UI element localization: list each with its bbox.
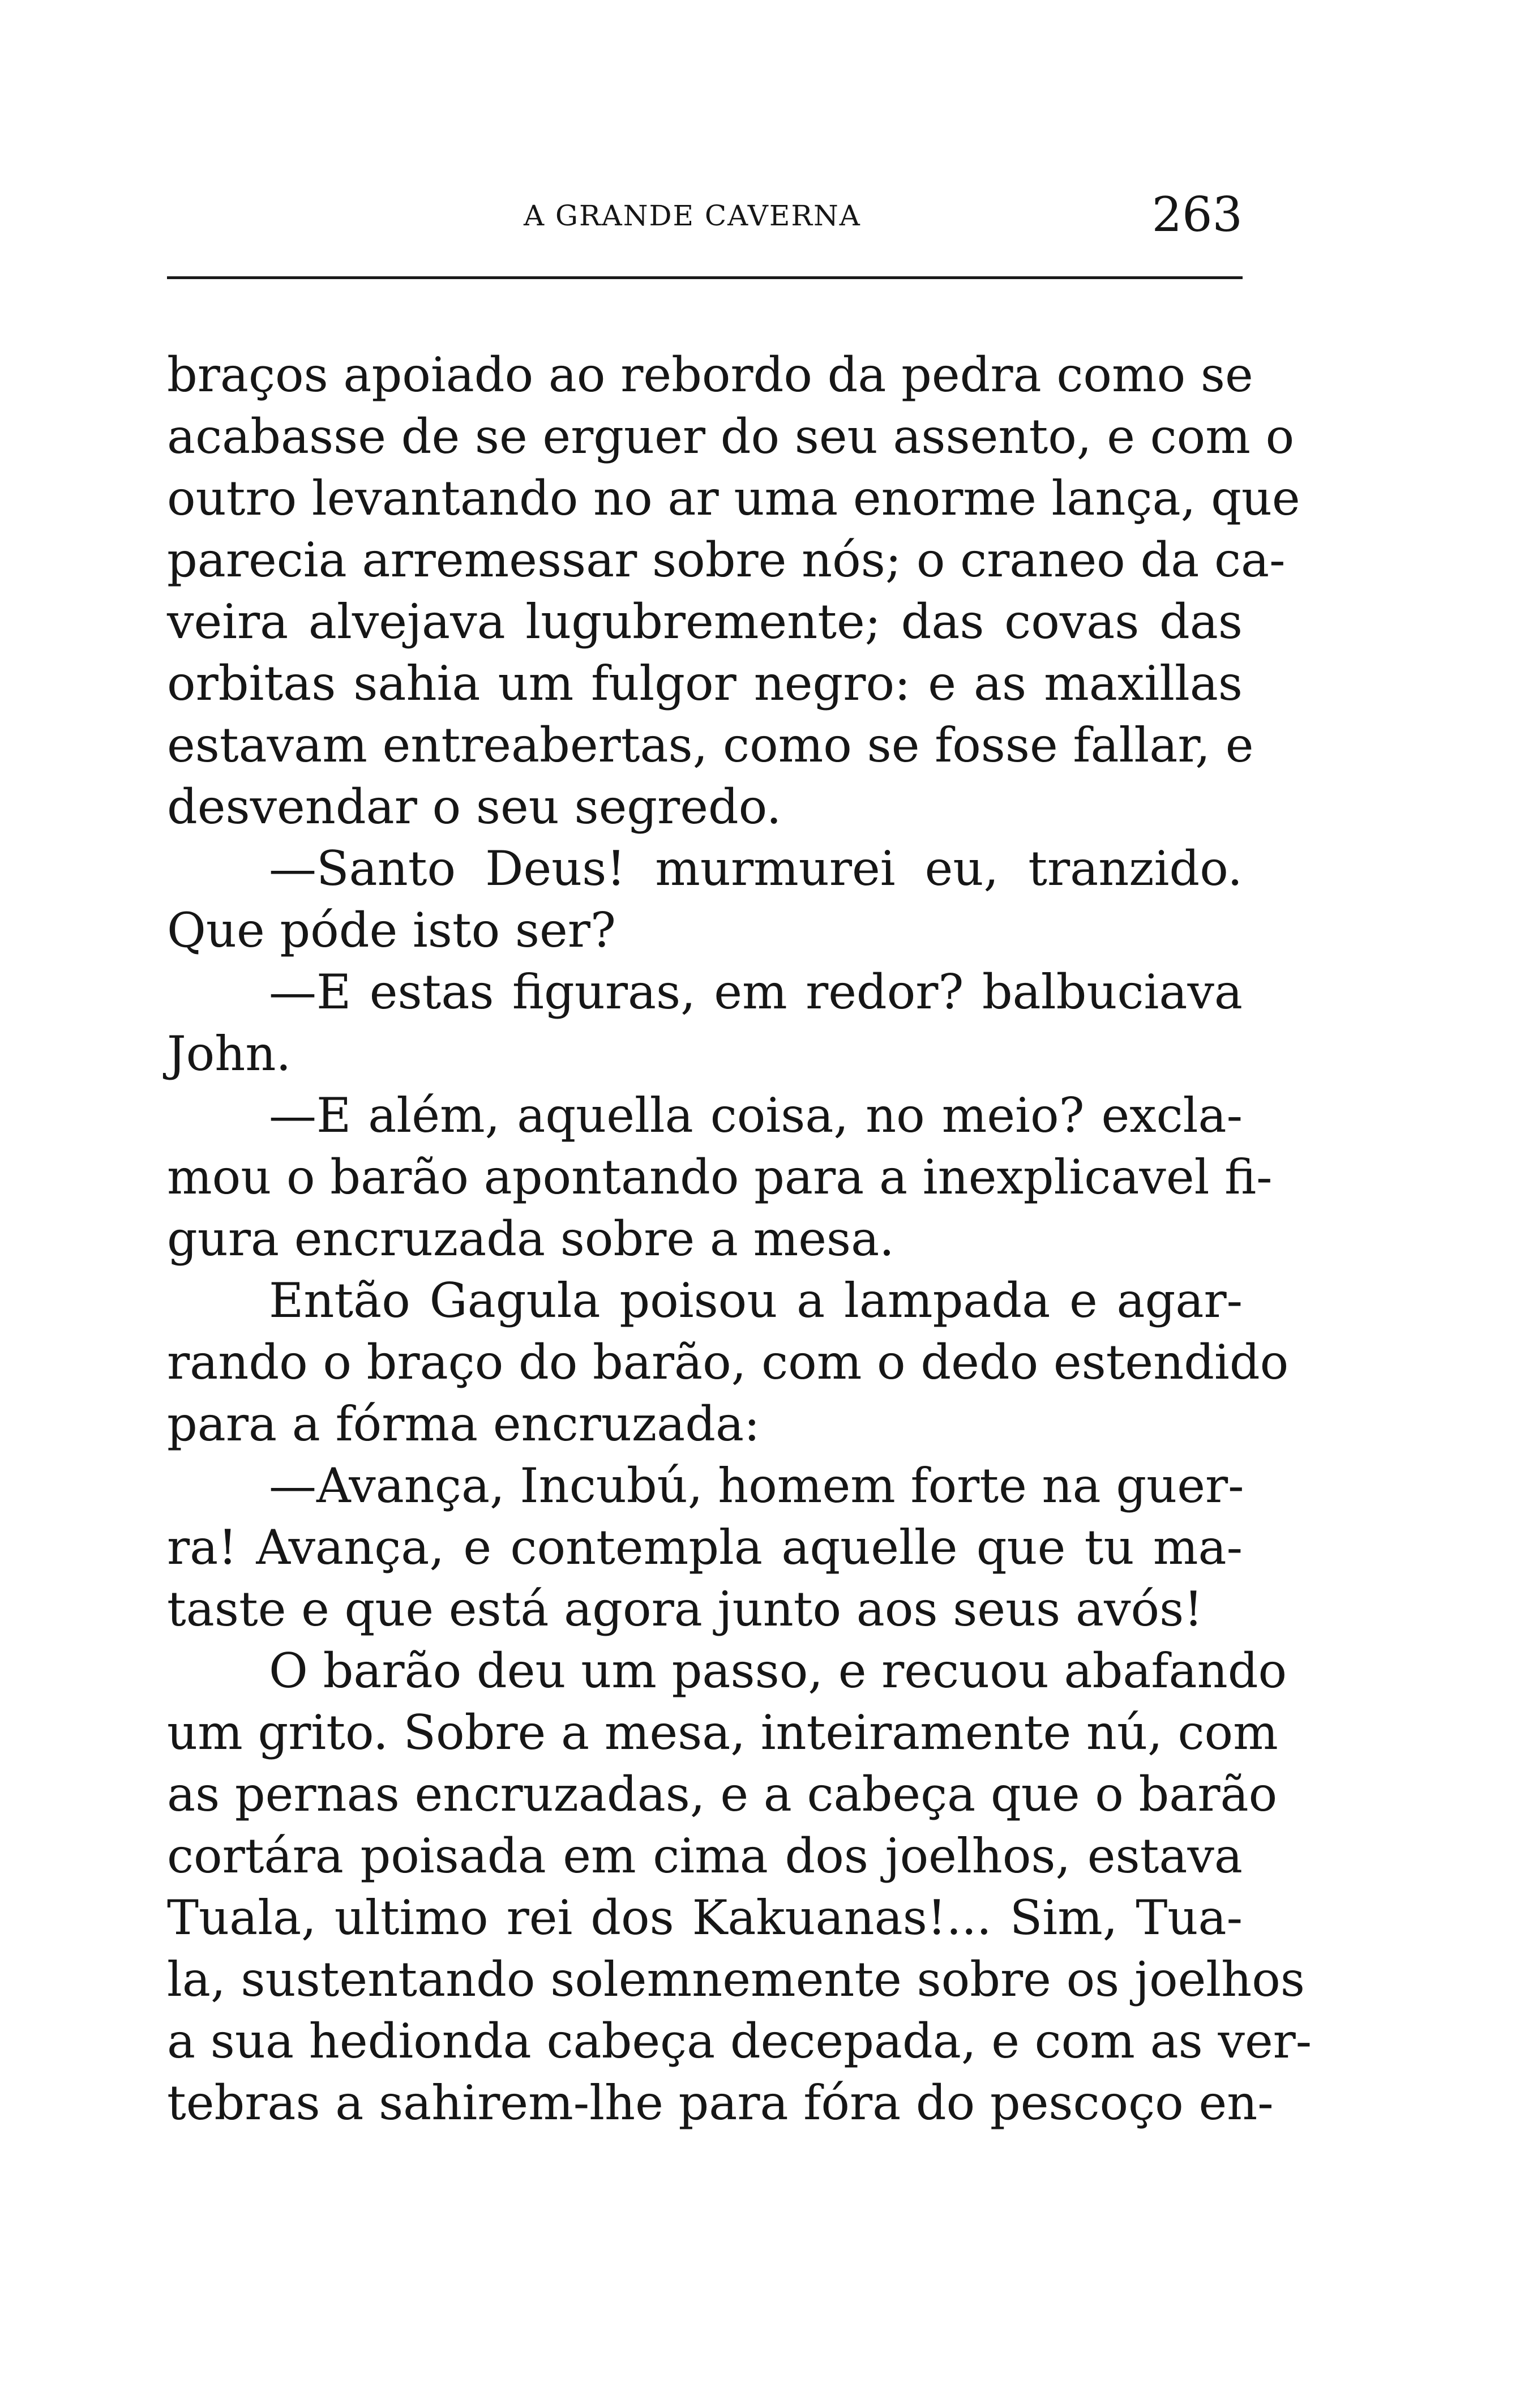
text-line: acabasse de se erguer do seu assento, e com o [167,409,1295,464]
text-line: Que póde isto ser? [167,903,616,958]
text-line: Então Gagula poisou a lampada e agar- [269,1273,1243,1328]
text-line: braços apoiado ao rebordo da pedra como se [167,347,1253,403]
text-line: desvendar o seu segredo. [167,779,782,835]
text-line: outro levantando no ar uma enorme lança, que [167,471,1300,526]
text-line: —Santo Deus! murmurei eu, tranzido. [269,841,1243,896]
text-line: John. [167,1026,292,1081]
text-line: ra! Avança, e contempla aquelle que tu ma- [167,1520,1243,1575]
page-number: 263 [1151,187,1243,242]
text-line: gura encruzada sobre a mesa. [167,1211,894,1267]
text-line: as pernas encruzadas, e a cabeça que o barão [167,1767,1278,1822]
text-line: cortára poisada em cima dos joelhos, estava [167,1828,1243,1884]
text-line: —Avança, Incubú, homem forte na guer- [269,1458,1244,1513]
text-line: estavam entreabertas, como se fosse fallar, e [167,717,1254,773]
page-header [167,187,1243,243]
text-line: O barão deu um passo, e recuou abafando [269,1643,1287,1699]
text-line: veira alvejava lugubremente; das covas das [167,594,1243,649]
text-line: mou o barão apontando para a inexplicavel fi- [167,1149,1273,1205]
text-line: —E além, aquella coisa, no meio? excla- [269,1088,1243,1143]
text-line: la, sustentando solemnemente sobre os joelhos [167,1952,1305,2007]
text-line: parecia arremessar sobre nós; o craneo da ca- [167,532,1286,588]
text-line: —E estas figuras, em redor? balbuciava [269,964,1243,1020]
running-title: A GRANDE CAVERNA [524,199,861,232]
text-line: rando o braço do barão, com o dedo estendido [167,1335,1289,1390]
text-line: Tuala, ultimo rei dos Kakuanas!... Sim, Tua- [167,1890,1243,1945]
text-line: tebras a sahirem-lhe para fóra do pescoço en- [167,2075,1274,2131]
header-rule [167,276,1243,279]
page-body [167,344,1312,2134]
text-line: um grito. Sobre a mesa, inteiramente nú, com [167,1705,1278,1760]
text-line: taste e que está agora junto aos seus avós! [167,1581,1203,1637]
text-line: orbitas sahia um fulgor negro: e as maxillas [167,656,1243,711]
text-line: para a fórma encruzada: [167,1396,760,1452]
text-line: a sua hedionda cabeça decepada, e com as ver- [167,2013,1312,2069]
